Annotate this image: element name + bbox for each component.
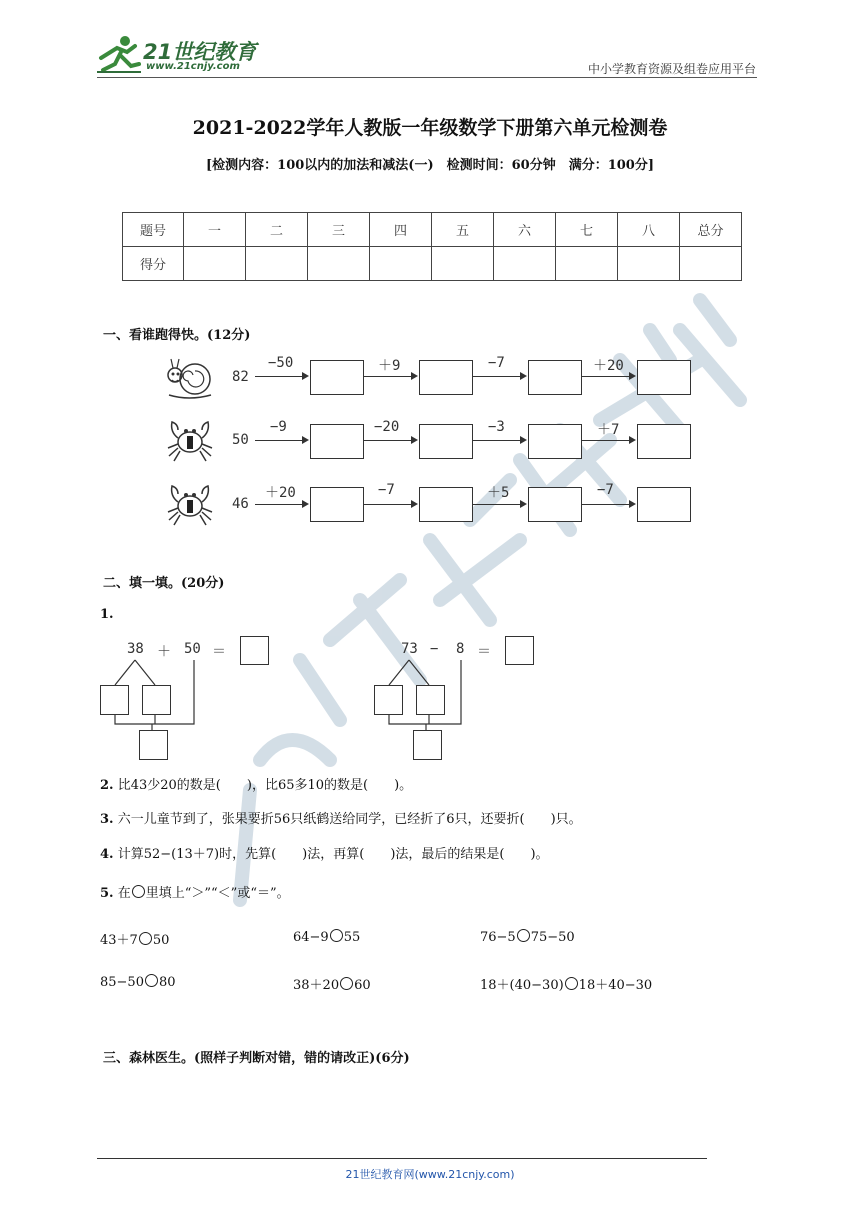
question-text: 六一儿童节到了，张果要折56只纸鹤送给同学，已经折了6只，还要折( )只。 (117, 812, 582, 827)
arrow (255, 504, 307, 505)
header-divider (97, 77, 757, 78)
compare-item (100, 974, 176, 990)
compare-circle[interactable] (340, 977, 353, 990)
arrow (473, 376, 525, 377)
compare-circle[interactable] (565, 977, 578, 990)
question-number: 3. (100, 812, 114, 827)
operation-label: −50 (268, 355, 294, 371)
answer-box[interactable] (528, 360, 582, 395)
operand: 38 (127, 641, 144, 657)
answer-box[interactable] (505, 636, 534, 665)
compare-left: 64−9 (293, 930, 329, 945)
question-number: 4. (100, 847, 114, 862)
table-cell: 题号 (123, 213, 184, 247)
compare-right: 75−50 (530, 930, 575, 945)
score-input-cell[interactable] (308, 247, 370, 281)
table-cell: 得分 (123, 247, 184, 281)
table-cell: 总分 (680, 213, 742, 247)
answer-box[interactable] (419, 487, 473, 522)
compare-item (100, 929, 169, 948)
start-number: 82 (232, 369, 249, 385)
operation-label: ＋9 (378, 358, 401, 374)
question-number: 5. (100, 886, 114, 901)
crab-icon (165, 480, 215, 528)
question-2 (100, 774, 412, 793)
operation-label: ＋20 (593, 358, 624, 374)
score-input-cell[interactable] (618, 247, 680, 281)
score-input-cell[interactable] (246, 247, 308, 281)
compare-circle[interactable] (145, 974, 158, 987)
question-4 (100, 843, 549, 862)
footer-divider (97, 1158, 707, 1159)
compare-left: 43＋7 (100, 933, 138, 948)
arrow (255, 376, 307, 377)
table-cell: 七 (556, 213, 618, 247)
compare-item (293, 974, 371, 993)
compare-right: 80 (158, 975, 176, 990)
answer-box[interactable] (637, 424, 691, 459)
answer-box[interactable] (637, 360, 691, 395)
start-number: 50 (232, 432, 249, 448)
question-text: 计算52−(13＋7)时，先算( )法，再算( )法，最后的结果是( )。 (117, 847, 549, 862)
operation-label: −20 (374, 419, 400, 435)
operator: ＋ (157, 644, 171, 660)
snail-icon (165, 355, 215, 401)
score-input-cell[interactable] (494, 247, 556, 281)
operation-label: −7 (597, 482, 614, 498)
logo-url: www.21cnjy.com (146, 61, 240, 72)
table-cell: 六 (494, 213, 556, 247)
operation-label: −3 (488, 419, 505, 435)
crab-icon (165, 416, 215, 464)
logo-text: 21世纪教育 (143, 40, 257, 64)
score-input-cell[interactable] (432, 247, 494, 281)
compare-right: 60 (354, 978, 371, 993)
arrow (582, 440, 634, 441)
start-number: 46 (232, 496, 249, 512)
equals-sign: ＝ (477, 644, 491, 660)
section1-title: 一、看谁跑得快。(12分) (103, 328, 251, 343)
question-number: 2. (100, 778, 114, 793)
exam-title: 2021-2022学年人教版一年级数学下册第六单元检测卷 (192, 117, 668, 139)
score-value-row (123, 247, 742, 281)
arrow (364, 504, 416, 505)
arrow (582, 504, 634, 505)
score-header-row (123, 213, 742, 247)
answer-box[interactable] (139, 730, 168, 760)
section3-title: 三、森林医生。(照样子判断对错，错的请改正)(6分) (103, 1051, 410, 1066)
operand: 8 (456, 641, 465, 657)
arrow (473, 440, 525, 441)
answer-box[interactable] (413, 730, 442, 760)
compare-left: 38＋20 (293, 978, 340, 993)
exam-subtitle: [检测内容：100以内的加法和减法(一) 检测时间：60分钟 满分：100分] (206, 158, 654, 173)
compare-circle[interactable] (139, 932, 152, 945)
operator: − (430, 641, 439, 657)
table-cell: 一 (184, 213, 246, 247)
platform-label: 中小学教育资源及组卷应用平台 (587, 62, 756, 76)
answer-box[interactable] (416, 685, 445, 715)
answer-box[interactable] (419, 360, 473, 395)
operation-label: ＋5 (487, 485, 510, 501)
compare-right: 55 (343, 930, 361, 945)
circle-icon (132, 885, 145, 898)
answer-box[interactable] (142, 685, 171, 715)
answer-box[interactable] (310, 424, 364, 459)
answer-box[interactable] (528, 487, 582, 522)
operation-label: −7 (378, 482, 395, 498)
logo-runner-icon (95, 34, 145, 76)
operation-label: ＋7 (597, 422, 620, 438)
score-input-cell[interactable] (184, 247, 246, 281)
question-5 (100, 882, 290, 901)
arrow (473, 504, 525, 505)
operand: 73 (401, 641, 418, 657)
answer-box[interactable] (310, 360, 364, 395)
question-text: 里填上“＞”“＜”或“＝”。 (145, 886, 290, 901)
arrow (582, 376, 634, 377)
score-table (122, 212, 742, 281)
score-input-cell[interactable] (556, 247, 618, 281)
compare-left: 18＋(40−30) (480, 978, 564, 993)
compare-item (480, 974, 652, 993)
question-3 (100, 808, 582, 827)
compare-left: 85−50 (100, 975, 144, 990)
compare-circle[interactable] (517, 929, 530, 942)
question-text: 在 (117, 886, 131, 901)
table-cell: 三 (308, 213, 370, 247)
arrow (364, 440, 416, 441)
compare-circle[interactable] (330, 929, 343, 942)
table-cell: 二 (246, 213, 308, 247)
answer-box[interactable] (637, 487, 691, 522)
compare-left: 76−5 (480, 930, 516, 945)
score-input-cell[interactable] (370, 247, 432, 281)
table-cell: 四 (370, 213, 432, 247)
answer-box[interactable] (100, 685, 129, 715)
operand: 50 (184, 641, 201, 657)
question-number: 1. (100, 607, 114, 622)
table-cell: 五 (432, 213, 494, 247)
section2-title: 二、填一填。(20分) (103, 576, 225, 591)
arrow (364, 376, 416, 377)
question-text: 比43少20的数是( )，比65多10的数是( )。 (117, 778, 413, 793)
equals-sign: ＝ (212, 644, 226, 660)
answer-box[interactable] (310, 487, 364, 522)
answer-box[interactable] (528, 424, 582, 459)
answer-box[interactable] (419, 424, 473, 459)
compare-item (480, 929, 575, 945)
answer-box[interactable] (374, 685, 403, 715)
compare-item (293, 929, 360, 945)
operation-label: ＋20 (265, 485, 296, 501)
operation-label: −7 (488, 355, 505, 371)
compare-right: 18＋40−30 (578, 978, 653, 993)
compare-right: 50 (152, 933, 170, 948)
answer-box[interactable] (240, 636, 269, 665)
operation-label: −9 (270, 419, 287, 435)
score-input-cell[interactable] (680, 247, 742, 281)
footer-link[interactable]: 21世纪教育网(www.21cnjy.com) (345, 1168, 515, 1181)
table-cell: 八 (618, 213, 680, 247)
arrow (255, 440, 307, 441)
